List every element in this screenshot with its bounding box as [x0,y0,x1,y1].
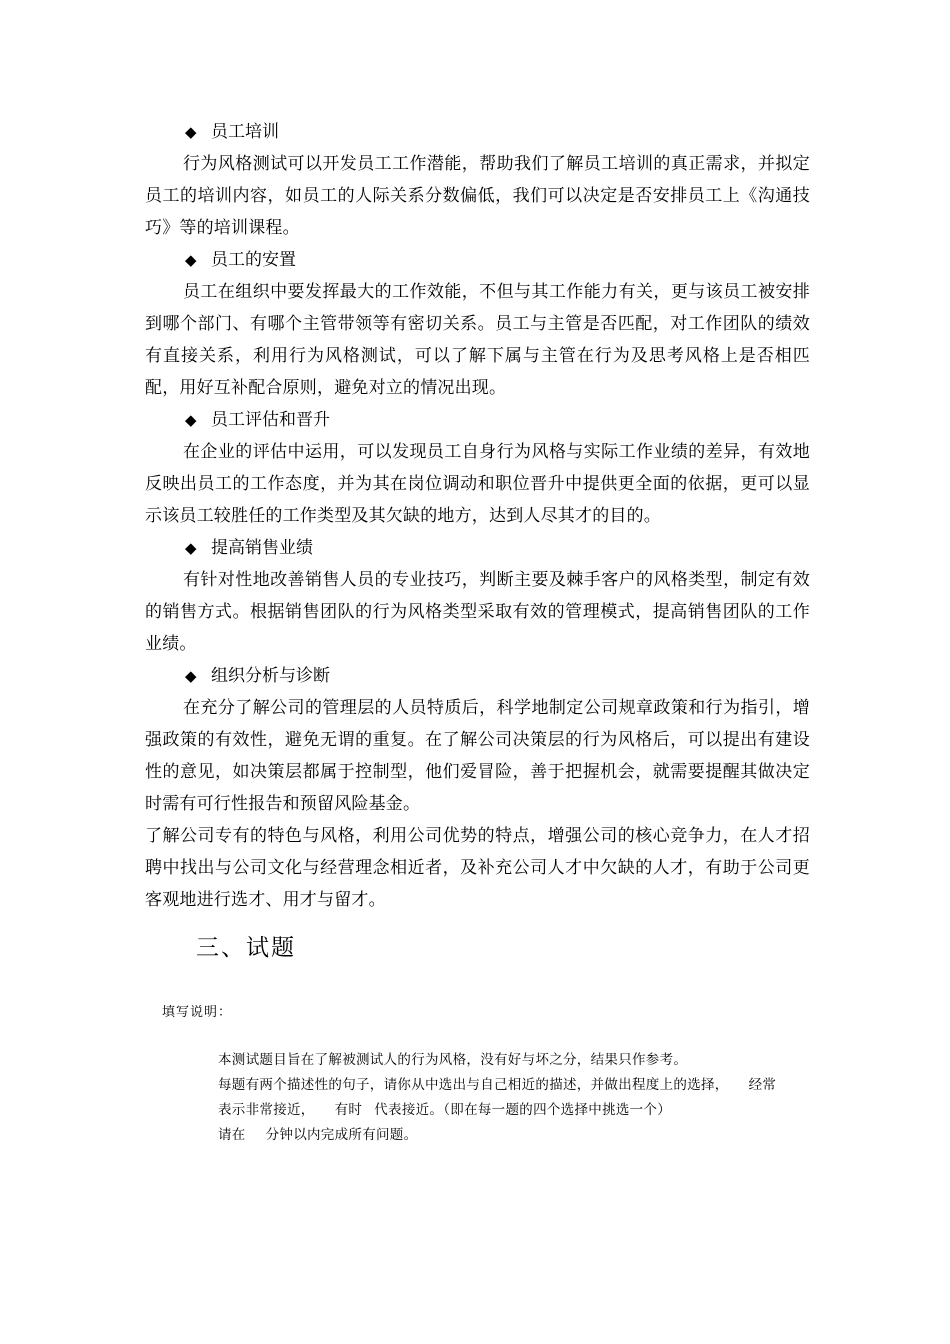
heading-text: 提高销售业绩 [211,538,313,558]
instruction-text: 本测试题目旨在了解被测试人的行为风格，没有好与坏之分，结果只作参考。 [218,1052,688,1068]
paragraph-employee-evaluation: 在企业的评估中运用，可以发现员工自身行为风格与实际工作业绩的差异，有效地反映出员工的工作态度，并为其在岗位调动和职位晋升中提供更全面的依据，更可以显示该员工较胜任的工作类型及其欠缺的地方，达到人尽其才的目的。 [145,442,810,526]
instruction-text: 经常 [748,1077,777,1093]
heading-employee-placement [145,244,810,276]
heading-sales-performance [145,532,810,564]
instruction-text: 代表接近。（即在每一题的四个选择中挑选一个） [374,1102,672,1118]
diamond-bullet-icon: ◆ [185,411,197,429]
heading-organization-analysis [145,660,810,692]
instructions-block [218,1048,788,1148]
heading-text: 组织分析与诊断 [211,666,330,686]
paragraph-company-culture: 了解公司专有的特色与风格，利用公司优势的特点，增强公司的核心竞争力，在人才招聘中找出与公司文化与经营理念相近者，及补充公司人才中欠缺的人才，有助于公司更客观地进行选才、用才与留才。 [145,826,810,910]
instruction-text: 有时 [334,1102,363,1118]
instruction-line-3 [218,1098,788,1123]
diamond-bullet-icon: ◆ [185,251,197,269]
diamond-bullet-icon: ◆ [185,539,197,557]
heading-text: 员工培训 [211,122,279,142]
heading-text: 员工的安置 [211,250,296,270]
diamond-bullet-icon: ◆ [185,123,197,141]
paragraph-organization-analysis: 在充分了解公司的管理层的人员特质后，科学地制定公司规章政策和行为指引，增强政策的有效性，避免无谓的重复。在了解公司决策层的行为风格后，可以提出有建设性的意见，如决策层都属于控制型，他们爱冒险，善于把握机会，就需要提醒其做决定时需有可行性报告和预留风险基金。 [145,698,810,814]
diamond-bullet-icon: ◆ [185,667,197,685]
fill-instructions-label: 填写说明： [162,1005,233,1020]
heading-employee-training [145,116,810,148]
paragraph-sales-performance: 有针对性地改善销售人员的专业技巧，判断主要及棘手客户的风格类型，制定有效的销售方式。根据销售团队的行为风格类型采取有效的管理模式，提高销售团队的工作业绩。 [145,570,810,654]
instruction-line-1 [218,1048,788,1073]
paragraph-employee-training: 行为风格测试可以开发员工工作潜能，帮助我们了解员工培训的真正需求，并拟定员工的培训内容，如员工的人际关系分数偏低，我们可以决定是否安排员工上《沟通技巧》等的培训课程。 [145,154,810,238]
heading-text: 员工评估和晋升 [211,410,330,430]
document-body [145,116,810,916]
paragraph-employee-placement: 员工在组织中要发挥最大的工作效能，不但与其工作能力有关，更与该员工被安排到哪个部门、有哪个主管带领等有密切关系。员工与主管是否匹配，对工作团队的绩效有直接关系，利用行为风格测试，可以了解下属与主管在行为及思考风格上是否相匹配，用好互补配合原则，避免对立的情况出现。 [145,282,810,398]
instruction-text: 分钟以内完成所有问题。 [265,1127,418,1143]
instruction-line-2 [218,1073,788,1098]
section-title: 三、试题 [196,935,296,961]
instruction-text: 每题有两个描述性的句子，请你从中选出与自己相近的描述，并做出程度上的选择， [218,1077,729,1093]
instruction-line-4 [218,1123,788,1148]
heading-employee-evaluation [145,404,810,436]
instruction-text: 表示非常接近， [218,1102,315,1118]
instruction-text: 请在 [218,1127,246,1143]
